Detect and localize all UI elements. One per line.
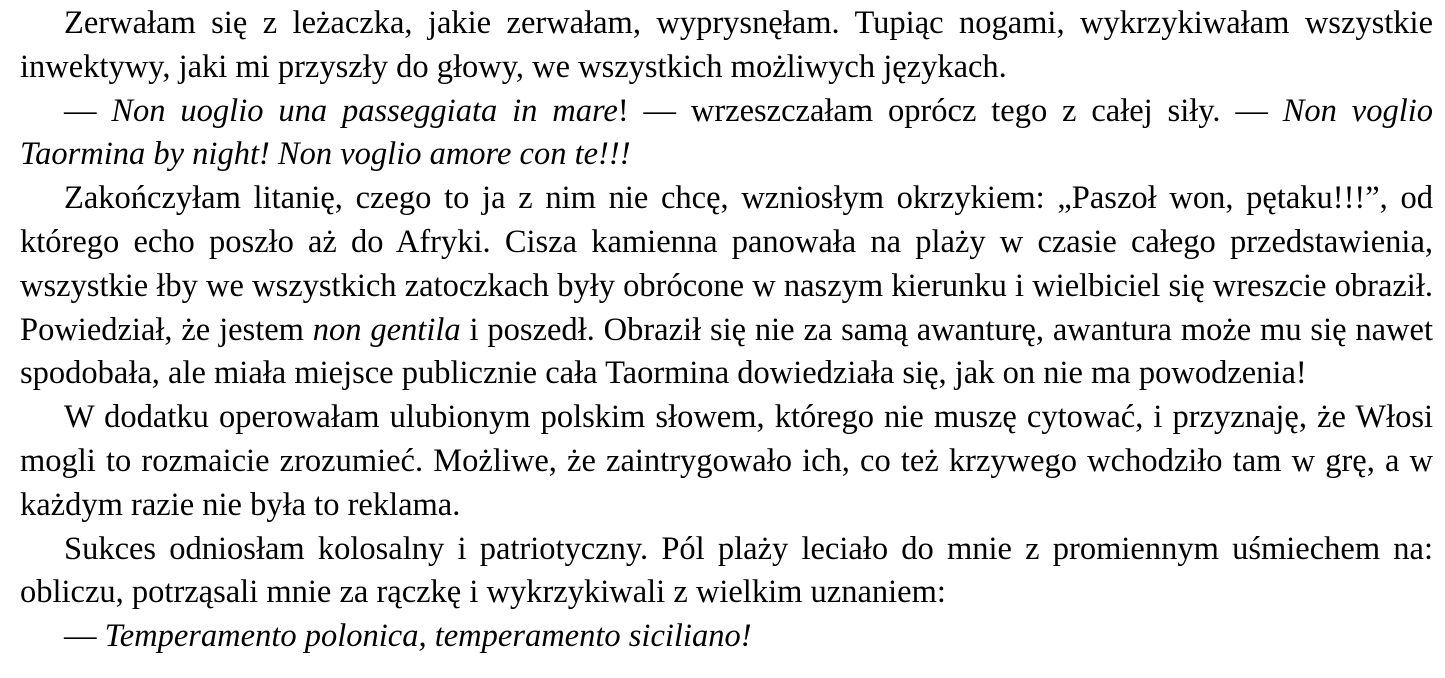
italic-quote: Temperamento polonica, temperamento siciliano! (104, 618, 752, 655)
dialogue-dash: — (64, 92, 112, 129)
paragraph-1 (20, 2, 1433, 90)
paragraph-3-text: Zakończyłam litanię, czego to ja z nim nie chcę, wzniosłym okrzykiem: „Paszoł won, pętaku!!!”, od którego echo poszło aż do Afryki. Cisza kamienna panowała na plaży w czasie całego przedstawienia, wszystkie łby we wszystkich zatoczkach były obrócone w naszym kierunku i wielbiciel się wreszcie obraził. Powiedział, że jestem (20, 180, 1433, 348)
paragraph-4 (20, 396, 1433, 527)
italic-quote: Non voglio Taormina by night! Non voglio amore con te!!! (20, 92, 1434, 173)
italic-quote: Non uoglio una passeggiata in mare (111, 92, 618, 129)
dialogue-dash: — (64, 618, 105, 655)
paragraph-3 (20, 177, 1433, 396)
paragraph-3-text-continued: i poszedł. Obraził się nie za samą awanturę, awantura może mu się nawet spodobała, ale miała miejsce publicznie cała Taormina dowiedziała się, jak on nie ma powodzenia! (20, 311, 1433, 392)
italic-phrase: non gentila (312, 311, 461, 348)
paragraph-1-text: Zerwałam się z leżaczka, jakie zerwałam, wyprysnęłam. Tupiąc nogami, wykrzykiwałam wszystkie inwektywy, jaki mi przyszły do głowy, we wszystkich możliwych językach. (20, 5, 1433, 85)
paragraph-2-narration: ! — wrzeszczałam oprócz tego z całej siły. — (617, 92, 1283, 129)
paragraph-5-text: Sukces odniosłam kolosalny i patriotyczny. Pól plaży leciało do mnie z promiennym uśmiechem na: obliczu, potrząsali mnie za rączkę i wykrzykiwali z wielkim uznaniem: (20, 530, 1433, 611)
paragraph-4-text: W dodatku operowałam ulubionym polskim słowem, którego nie muszę cytować, i przyznaję, że Włosi mogli to rozmaicie zrozumieć. Możliwe, że zaintrygowało ich, co też krzywego wchodziło tam w grę, a w każdym razie nie była to reklama. (20, 399, 1433, 523)
paragraph-2 (20, 90, 1433, 178)
paragraph-6 (20, 615, 1433, 659)
paragraph-5 (20, 528, 1433, 616)
